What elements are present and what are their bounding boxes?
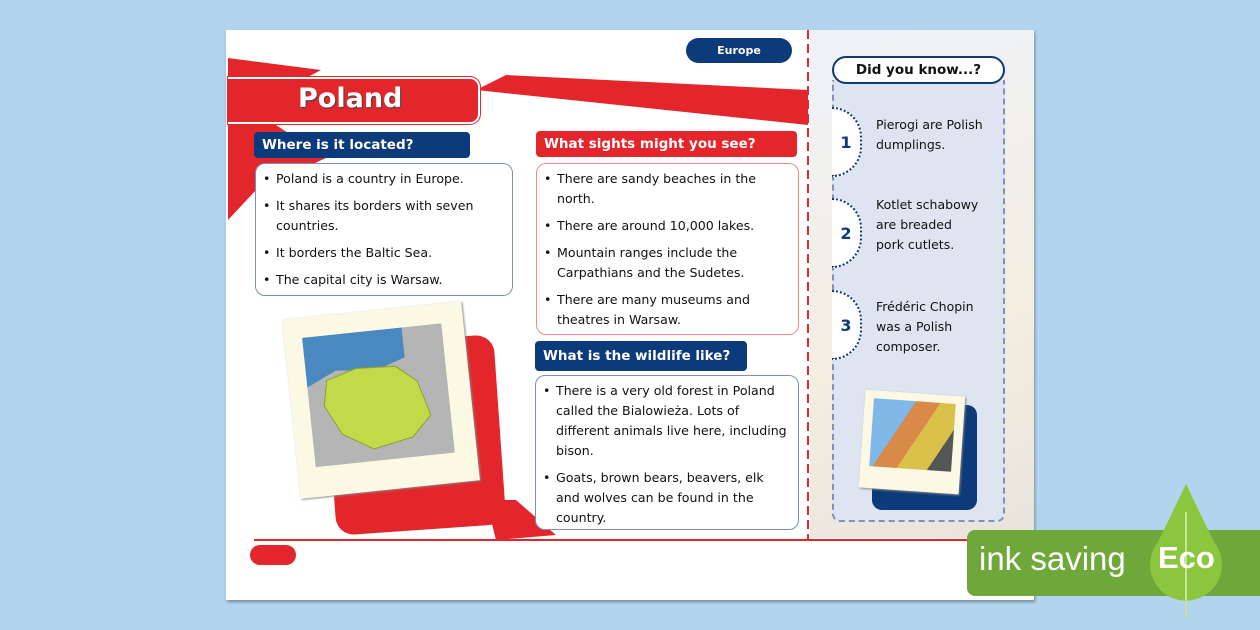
- fact-number: 2: [832, 198, 862, 268]
- fact-text: Frédéric Chopin was a Polish composer.: [876, 299, 974, 354]
- street-photo: [859, 390, 966, 495]
- wildlife-heading: What is the wildlife like?: [535, 341, 747, 371]
- page-title: Poland: [298, 83, 403, 114]
- did-you-know-heading: Did you know...?: [832, 56, 1005, 84]
- location-heading: Where is it located?: [254, 132, 470, 158]
- sights-box: [536, 163, 799, 335]
- sights-heading: What sights might you see?: [536, 131, 797, 157]
- wildlife-box: [535, 375, 799, 530]
- title-banner: [228, 77, 480, 124]
- eco-tag: Eco: [1158, 540, 1215, 575]
- region-badge: Europe: [686, 38, 792, 63]
- poland-map-image: [302, 323, 455, 467]
- fact-number: 3: [832, 290, 862, 360]
- street-image: [869, 398, 956, 472]
- list-item: • The capital city is Warsaw.: [276, 270, 504, 290]
- list-item: • It borders the Baltic Sea.: [276, 243, 504, 263]
- location-box: [255, 163, 513, 296]
- list-item: • There are sandy beaches in the north.: [557, 169, 790, 209]
- fact-number: 1: [832, 107, 862, 177]
- list-item: • Mountain ranges include the Carpathians and the Sudetes.: [557, 243, 790, 283]
- eco-badge-label: ink saving: [979, 540, 1126, 577]
- list-item: • It shares its borders with seven countries.: [276, 196, 504, 236]
- list-item: • There are around 10,000 lakes.: [557, 216, 790, 236]
- fact-text: Pierogi are Polish dumplings.: [876, 117, 983, 152]
- map-photo: [282, 301, 480, 499]
- list-item: • There are many museums and theatres in Warsaw.: [557, 290, 790, 330]
- list-item: • There is a very old forest in Poland called the Bialowieża. Lots of different animals live here, including bison.: [556, 381, 790, 461]
- list-item: • Poland is a country in Europe.: [276, 169, 504, 189]
- twinkl-logo: [250, 545, 296, 565]
- fact-text: Kotlet schabowy are breaded pork cutlets.: [876, 197, 979, 252]
- list-item: • Goats, brown bears, beavers, elk and wolves can be found in the country.: [556, 468, 790, 528]
